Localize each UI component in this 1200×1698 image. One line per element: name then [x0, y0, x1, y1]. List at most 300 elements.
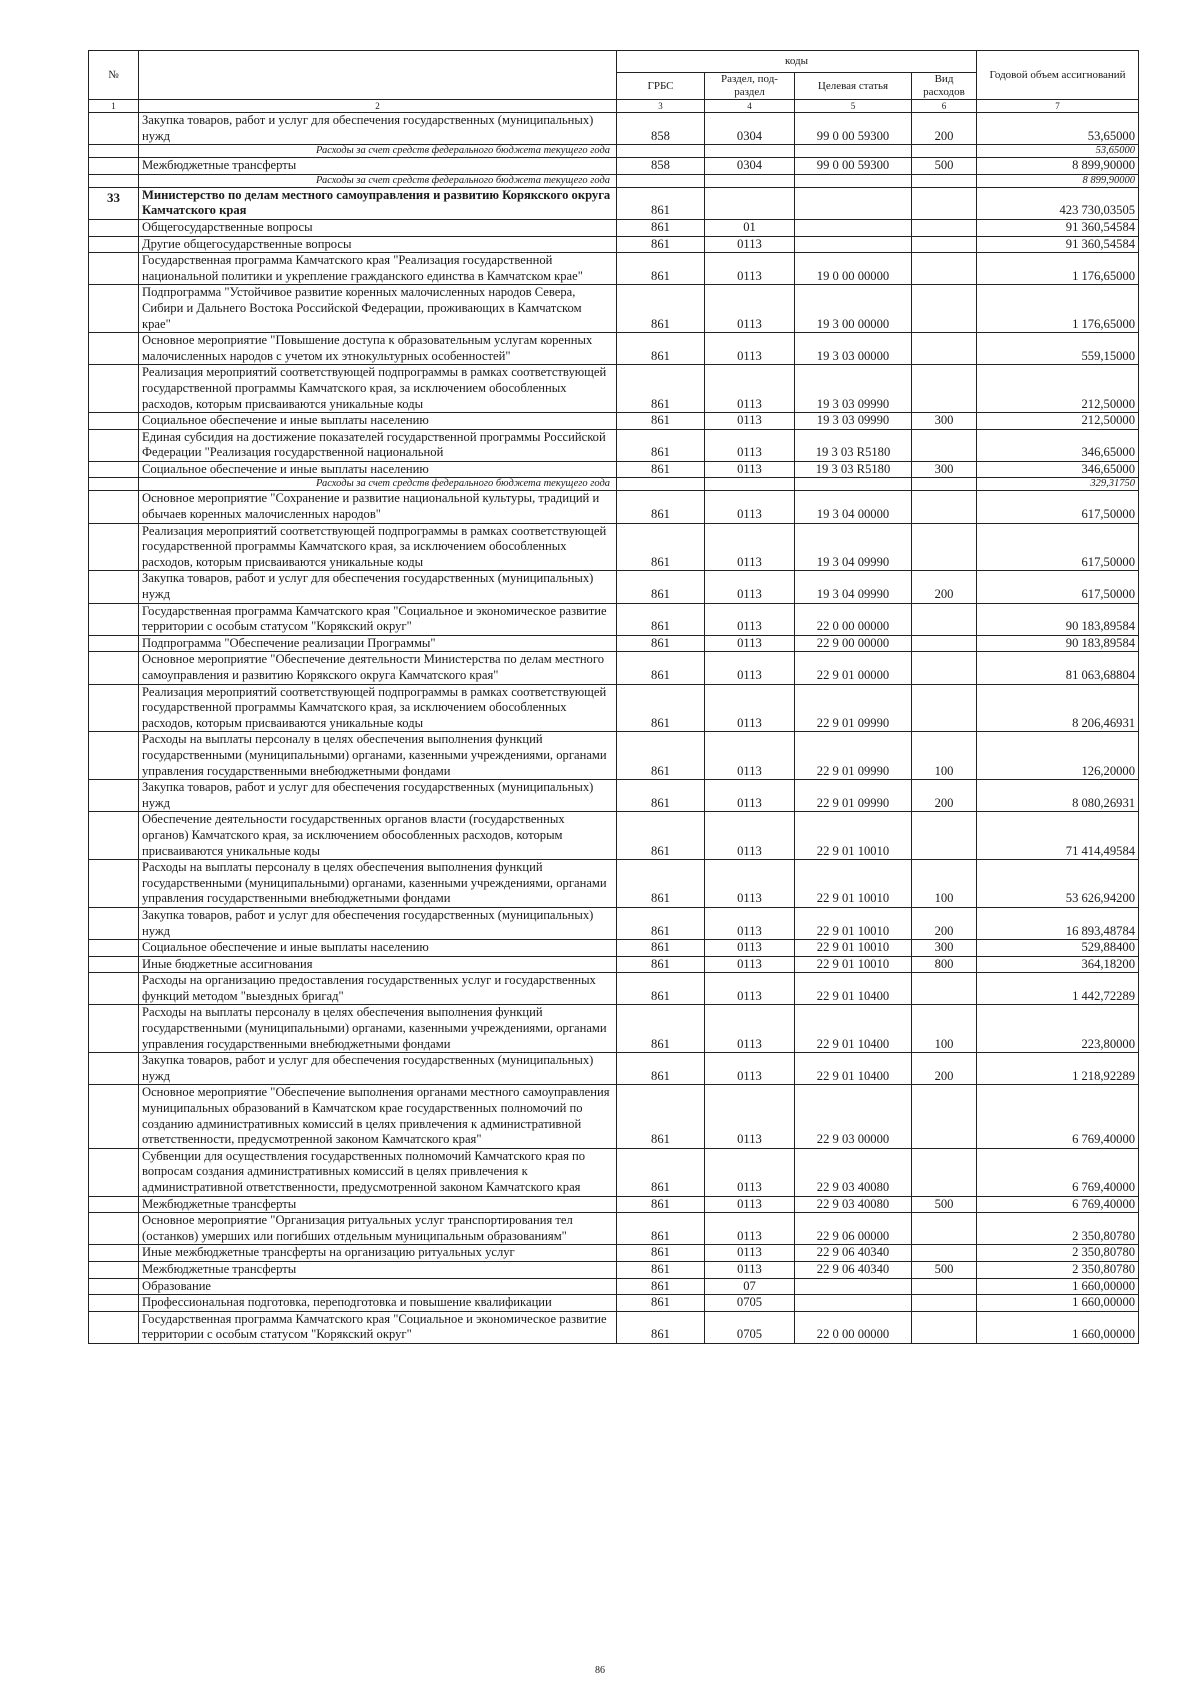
table-row: [89, 1295, 1139, 1312]
cell-target-article: [795, 174, 912, 187]
cell-grbs: 861: [617, 429, 705, 461]
cell-sum: 559,15000: [977, 333, 1139, 365]
cell-sum: 81 063,68804: [977, 652, 1139, 684]
cell-number: [89, 461, 139, 478]
cell-sum: 617,50000: [977, 523, 1139, 571]
cell-name: Государственная программа Камчатского края "Социальное и экономическое развитие территории с особым статусом "Корякский округ": [139, 603, 617, 635]
table-row: [89, 429, 1139, 461]
cell-expense-kind: 800: [912, 956, 977, 973]
cell-sum: 529,88400: [977, 940, 1139, 957]
cell-target-article: 22 0 00 00000: [795, 1311, 912, 1343]
cell-expense-kind: 500: [912, 1196, 977, 1213]
cell-number: [89, 1085, 139, 1148]
cell-grbs: 861: [617, 219, 705, 236]
table-row: [89, 523, 1139, 571]
cell-section: 0113: [705, 333, 795, 365]
cell-target-article: 99 0 00 59300: [795, 113, 912, 145]
cell-target-article: 19 3 03 09990: [795, 365, 912, 413]
cell-expense-kind: 100: [912, 1005, 977, 1053]
cell-expense-kind: [912, 1311, 977, 1343]
cell-section: 0113: [705, 1005, 795, 1053]
cell-sum: 1 176,65000: [977, 253, 1139, 285]
cell-name: Другие общегосударственные вопросы: [139, 236, 617, 253]
cell-name: Подпрограмма "Устойчивое развитие коренных малочисленных народов Севера, Сибири и Дальнего Востока Российской Федерации, проживающих в Камчатском крае": [139, 285, 617, 333]
cell-sum: 53,65000: [977, 145, 1139, 158]
cell-section: 0113: [705, 684, 795, 732]
cell-target-article: 22 9 01 10010: [795, 812, 912, 860]
cell-target-article: [795, 187, 912, 219]
header-target-article: Целевая статья: [795, 73, 912, 100]
cell-grbs: 861: [617, 523, 705, 571]
cell-number: [89, 1213, 139, 1245]
cell-section: 0113: [705, 1148, 795, 1196]
table-row: [89, 635, 1139, 652]
header-index: 5: [795, 100, 912, 113]
cell-grbs: [617, 174, 705, 187]
cell-expense-kind: [912, 973, 977, 1005]
cell-section: [705, 145, 795, 158]
header-index: 2: [139, 100, 617, 113]
cell-sum: 71 414,49584: [977, 812, 1139, 860]
cell-section: [705, 187, 795, 219]
cell-name: Расходы на организацию предоставления государственных услуг и государственных функций методом "выездных бригад": [139, 973, 617, 1005]
cell-target-article: 22 9 01 09990: [795, 732, 912, 780]
cell-number: [89, 603, 139, 635]
cell-expense-kind: [912, 365, 977, 413]
table-row: [89, 113, 1139, 145]
cell-grbs: 861: [617, 236, 705, 253]
table-body: [89, 113, 1139, 1344]
cell-name: Социальное обеспечение и иные выплаты населению: [139, 940, 617, 957]
federal-budget-row: [89, 478, 1139, 491]
cell-grbs: [617, 478, 705, 491]
cell-sum: 212,50000: [977, 413, 1139, 430]
table-row: [89, 1053, 1139, 1085]
cell-expense-kind: [912, 652, 977, 684]
cell-grbs: 861: [617, 1085, 705, 1148]
cell-name: Обеспечение деятельности государственных органов власти (государственных органов) Камчатского края, за исключением обособленных расходов, которым присваиваются уникальные коды: [139, 812, 617, 860]
table-row: [89, 158, 1139, 175]
header-name: [139, 51, 617, 100]
cell-target-article: 19 3 04 00000: [795, 491, 912, 523]
cell-name: Основное мероприятие "Обеспечение деятельности Министерства по делам местного самоуправления и развитию Корякского округа Камчатского края": [139, 652, 617, 684]
table-row: [89, 1085, 1139, 1148]
cell-grbs: 861: [617, 413, 705, 430]
cell-expense-kind: [912, 1213, 977, 1245]
cell-target-article: [795, 236, 912, 253]
cell-number: [89, 236, 139, 253]
cell-name: Закупка товаров, работ и услуг для обеспечения государственных (муниципальных) нужд: [139, 113, 617, 145]
table-row: [89, 365, 1139, 413]
cell-expense-kind: 300: [912, 940, 977, 957]
cell-expense-kind: 200: [912, 113, 977, 145]
cell-expense-kind: [912, 174, 977, 187]
cell-expense-kind: 100: [912, 860, 977, 908]
cell-expense-kind: 200: [912, 907, 977, 939]
cell-name: Межбюджетные трансферты: [139, 158, 617, 175]
cell-name: Расходы на выплаты персоналу в целях обеспечения выполнения функций государственными (муниципальными) органами, казенными учреждениями, органами управления государственными внебюджетными фондами: [139, 1005, 617, 1053]
cell-grbs: 861: [617, 333, 705, 365]
cell-section: 0113: [705, 1213, 795, 1245]
cell-grbs: 861: [617, 780, 705, 812]
cell-grbs: 861: [617, 812, 705, 860]
federal-budget-row: [89, 145, 1139, 158]
header-index: 1: [89, 100, 139, 113]
cell-sum: 212,50000: [977, 365, 1139, 413]
cell-target-article: 19 3 03 09990: [795, 413, 912, 430]
cell-number: [89, 684, 139, 732]
cell-number: [89, 1053, 139, 1085]
cell-sum: 53,65000: [977, 113, 1139, 145]
cell-expense-kind: [912, 523, 977, 571]
cell-grbs: 861: [617, 571, 705, 603]
cell-sum: 2 350,80780: [977, 1261, 1139, 1278]
cell-number: [89, 523, 139, 571]
cell-expense-kind: [912, 478, 977, 491]
cell-section: 0113: [705, 413, 795, 430]
cell-target-article: 22 9 01 00000: [795, 652, 912, 684]
cell-section: 0113: [705, 429, 795, 461]
cell-grbs: 861: [617, 860, 705, 908]
cell-name: Расходы на выплаты персоналу в целях обеспечения выполнения функций государственными (муниципальными) органами, казенными учреждениями, органами управления государственными внебюджетными фондами: [139, 732, 617, 780]
table-row: [89, 1278, 1139, 1295]
cell-grbs: 858: [617, 158, 705, 175]
cell-name: Основное мероприятие "Сохранение и развитие национальной культуры, традиций и обычаев коренных малочисленных народов": [139, 491, 617, 523]
cell-grbs: 861: [617, 491, 705, 523]
cell-name: Основное мероприятие "Повышение доступа к образовательным услугам коренных малочисленных народов с учетом их этнокультурных особенностей": [139, 333, 617, 365]
cell-number: 33: [89, 187, 139, 219]
cell-name: Субвенции для осуществления государственных полномочий Камчатского края по вопросам создания административных комиссий в целях привлечения к административной ответственности, предусмотренной законом Камчатского края: [139, 1148, 617, 1196]
cell-expense-kind: [912, 1278, 977, 1295]
cell-section: 0304: [705, 113, 795, 145]
cell-target-article: 22 9 01 10400: [795, 1005, 912, 1053]
cell-grbs: 861: [617, 956, 705, 973]
cell-number: [89, 145, 139, 158]
cell-expense-kind: [912, 145, 977, 158]
cell-target-article: 19 3 04 09990: [795, 571, 912, 603]
cell-section: 07: [705, 1278, 795, 1295]
cell-number: [89, 333, 139, 365]
cell-number: [89, 860, 139, 908]
cell-target-article: 19 3 00 00000: [795, 285, 912, 333]
cell-target-article: 99 0 00 59300: [795, 158, 912, 175]
table-row: [89, 652, 1139, 684]
cell-target-article: 22 9 01 10400: [795, 973, 912, 1005]
cell-expense-kind: [912, 285, 977, 333]
table-row: [89, 219, 1139, 236]
cell-number: [89, 1261, 139, 1278]
cell-grbs: 861: [617, 253, 705, 285]
cell-sum: 6 769,40000: [977, 1196, 1139, 1213]
table-row: [89, 236, 1139, 253]
cell-section: 0113: [705, 236, 795, 253]
cell-sum: 1 660,00000: [977, 1311, 1139, 1343]
cell-name: Основное мероприятие "Обеспечение выполнения органами местного самоуправления муниципальных образований в Камчатском крае государственных полномочий по созданию административных комиссий в целях привлечения к административной ответственности, предусмотренной законом Камчатского края": [139, 1085, 617, 1148]
cell-number: [89, 780, 139, 812]
cell-name: Государственная программа Камчатского края "Реализация государственной национальной политики и укрепление гражданского единства в Камчатском крае": [139, 253, 617, 285]
cell-grbs: 861: [617, 365, 705, 413]
cell-name: Реализация мероприятий соответствующей подпрограммы в рамках соответствующей государственной программы Камчатского края, за исключением обособленных расходов, которым присваиваются уникальные коды: [139, 523, 617, 571]
cell-sum: 329,31750: [977, 478, 1139, 491]
cell-number: [89, 113, 139, 145]
cell-grbs: 861: [617, 187, 705, 219]
cell-sum: 90 183,89584: [977, 603, 1139, 635]
cell-name: Закупка товаров, работ и услуг для обеспечения государственных (муниципальных) нужд: [139, 571, 617, 603]
cell-sum: 1 442,72289: [977, 973, 1139, 1005]
cell-number: [89, 652, 139, 684]
cell-section: 0113: [705, 1245, 795, 1262]
header-index: 4: [705, 100, 795, 113]
header-expense-kind: Вид расходов: [912, 73, 977, 100]
cell-sum: 6 769,40000: [977, 1148, 1139, 1196]
cell-name: Реализация мероприятий соответствующей подпрограммы в рамках соответствующей государственной программы Камчатского края, за исключением обособленных расходов, которым присваиваются уникальные коды: [139, 365, 617, 413]
cell-grbs: [617, 145, 705, 158]
cell-expense-kind: [912, 1245, 977, 1262]
cell-expense-kind: 300: [912, 413, 977, 430]
table-row: [89, 285, 1139, 333]
cell-section: 0113: [705, 461, 795, 478]
cell-expense-kind: [912, 429, 977, 461]
cell-number: [89, 812, 139, 860]
cell-sum: 1 176,65000: [977, 285, 1139, 333]
table-row: [89, 1005, 1139, 1053]
cell-target-article: 22 9 00 00000: [795, 635, 912, 652]
table-row: [89, 732, 1139, 780]
federal-budget-row: [89, 174, 1139, 187]
cell-sum: 364,18200: [977, 956, 1139, 973]
header-section: Раздел, под-раздел: [705, 73, 795, 100]
cell-name: Образование: [139, 1278, 617, 1295]
header-number: №: [89, 51, 139, 100]
header-index: 3: [617, 100, 705, 113]
cell-expense-kind: 500: [912, 158, 977, 175]
cell-number: [89, 940, 139, 957]
cell-section: 0113: [705, 285, 795, 333]
cell-sum: 126,20000: [977, 732, 1139, 780]
table-row: [89, 571, 1139, 603]
cell-sum: 16 893,48784: [977, 907, 1139, 939]
cell-number: [89, 956, 139, 973]
cell-target-article: 22 9 06 40340: [795, 1245, 912, 1262]
cell-target-article: 22 9 01 10010: [795, 940, 912, 957]
table-row: [89, 780, 1139, 812]
cell-name: Закупка товаров, работ и услуг для обеспечения государственных (муниципальных) нужд: [139, 1053, 617, 1085]
cell-number: [89, 907, 139, 939]
cell-section: 0113: [705, 635, 795, 652]
cell-name: Закупка товаров, работ и услуг для обеспечения государственных (муниципальных) нужд: [139, 907, 617, 939]
cell-grbs: 861: [617, 603, 705, 635]
cell-grbs: 858: [617, 113, 705, 145]
table-header: [89, 51, 1139, 113]
cell-name: Министерство по делам местного самоуправления и развитию Корякского округа Камчатского края: [139, 187, 617, 219]
cell-grbs: 861: [617, 732, 705, 780]
cell-grbs: 861: [617, 285, 705, 333]
cell-name: Социальное обеспечение и иные выплаты населению: [139, 461, 617, 478]
table-row: [89, 461, 1139, 478]
cell-expense-kind: 300: [912, 461, 977, 478]
cell-number: [89, 635, 139, 652]
cell-expense-kind: [912, 1295, 977, 1312]
cell-target-article: 22 9 01 09990: [795, 780, 912, 812]
cell-number: [89, 1005, 139, 1053]
cell-target-article: 19 3 03 R5180: [795, 461, 912, 478]
cell-expense-kind: [912, 219, 977, 236]
cell-section: 01: [705, 219, 795, 236]
cell-name: Профессиональная подготовка, переподготовка и повышение квалификации: [139, 1295, 617, 1312]
cell-sum: 617,50000: [977, 571, 1139, 603]
cell-target-article: [795, 145, 912, 158]
cell-grbs: 861: [617, 1196, 705, 1213]
cell-target-article: [795, 478, 912, 491]
cell-section: 0705: [705, 1311, 795, 1343]
table-row: [89, 187, 1139, 219]
cell-target-article: 22 9 01 09990: [795, 684, 912, 732]
cell-section: 0113: [705, 732, 795, 780]
table-row: [89, 812, 1139, 860]
cell-number: [89, 1311, 139, 1343]
cell-section: 0113: [705, 860, 795, 908]
cell-sum: 8 080,26931: [977, 780, 1139, 812]
cell-number: [89, 491, 139, 523]
cell-target-article: [795, 219, 912, 236]
cell-grbs: 861: [617, 907, 705, 939]
cell-target-article: 22 9 06 40340: [795, 1261, 912, 1278]
cell-target-article: 22 9 03 00000: [795, 1085, 912, 1148]
cell-number: [89, 174, 139, 187]
cell-grbs: 861: [617, 1295, 705, 1312]
cell-grbs: 861: [617, 1213, 705, 1245]
table-row: [89, 684, 1139, 732]
cell-expense-kind: 100: [912, 732, 977, 780]
cell-section: [705, 478, 795, 491]
cell-section: 0113: [705, 812, 795, 860]
cell-sum: 53 626,94200: [977, 860, 1139, 908]
cell-name: Закупка товаров, работ и услуг для обеспечения государственных (муниципальных) нужд: [139, 780, 617, 812]
cell-expense-kind: [912, 236, 977, 253]
cell-section: 0113: [705, 780, 795, 812]
cell-sum: 1 660,00000: [977, 1278, 1139, 1295]
cell-grbs: 861: [617, 1278, 705, 1295]
budget-table: [88, 50, 1139, 1344]
cell-grbs: 861: [617, 973, 705, 1005]
cell-sum: 617,50000: [977, 491, 1139, 523]
cell-sum: 1 218,92289: [977, 1053, 1139, 1085]
cell-target-article: [795, 1278, 912, 1295]
cell-number: [89, 253, 139, 285]
cell-grbs: 861: [617, 1245, 705, 1262]
cell-expense-kind: 200: [912, 780, 977, 812]
table-row: [89, 973, 1139, 1005]
cell-sum: 223,80000: [977, 1005, 1139, 1053]
cell-sum: 91 360,54584: [977, 236, 1139, 253]
cell-grbs: 861: [617, 1311, 705, 1343]
cell-name: Межбюджетные трансферты: [139, 1261, 617, 1278]
cell-sum: 2 350,80780: [977, 1245, 1139, 1262]
cell-target-article: 22 9 01 10010: [795, 907, 912, 939]
cell-expense-kind: [912, 333, 977, 365]
cell-section: 0304: [705, 158, 795, 175]
cell-section: 0113: [705, 1261, 795, 1278]
cell-section: 0113: [705, 603, 795, 635]
cell-target-article: [795, 1295, 912, 1312]
cell-section: 0113: [705, 1196, 795, 1213]
cell-section: 0113: [705, 571, 795, 603]
table-row: [89, 491, 1139, 523]
cell-sum: 8 206,46931: [977, 684, 1139, 732]
cell-number: [89, 158, 139, 175]
cell-number: [89, 732, 139, 780]
cell-section: 0113: [705, 652, 795, 684]
cell-sum: 423 730,03505: [977, 187, 1139, 219]
table-row: [89, 1196, 1139, 1213]
cell-sum: 6 769,40000: [977, 1085, 1139, 1148]
cell-expense-kind: [912, 1148, 977, 1196]
cell-sum: 1 660,00000: [977, 1295, 1139, 1312]
cell-section: 0113: [705, 907, 795, 939]
cell-expense-kind: [912, 253, 977, 285]
cell-expense-kind: 200: [912, 571, 977, 603]
header-grbs: ГРБС: [617, 73, 705, 100]
cell-section: 0113: [705, 365, 795, 413]
cell-name: Иные бюджетные ассигнования: [139, 956, 617, 973]
cell-section: 0113: [705, 1053, 795, 1085]
cell-name: Основное мероприятие "Организация ритуальных услуг транспортирования тел (останков) умерших или погибших отдельным муниципальным образованиям": [139, 1213, 617, 1245]
cell-section: 0705: [705, 1295, 795, 1312]
cell-target-article: 19 0 00 00000: [795, 253, 912, 285]
cell-target-article: 22 9 01 10010: [795, 860, 912, 908]
cell-section: 0113: [705, 253, 795, 285]
table-row: [89, 1261, 1139, 1278]
cell-sum: 8 899,90000: [977, 158, 1139, 175]
cell-expense-kind: [912, 187, 977, 219]
cell-grbs: 861: [617, 652, 705, 684]
cell-grbs: 861: [617, 1261, 705, 1278]
cell-number: [89, 285, 139, 333]
cell-number: [89, 1148, 139, 1196]
cell-number: [89, 973, 139, 1005]
cell-target-article: 22 9 03 40080: [795, 1148, 912, 1196]
header-codes: коды: [617, 51, 977, 73]
cell-target-article: 19 3 03 00000: [795, 333, 912, 365]
cell-sum: 91 360,54584: [977, 219, 1139, 236]
cell-target-article: 22 9 01 10010: [795, 956, 912, 973]
header-index: 6: [912, 100, 977, 113]
cell-name: Иные межбюджетные трансферты на организацию ритуальных услуг: [139, 1245, 617, 1262]
table-row: [89, 1245, 1139, 1262]
cell-target-article: 22 9 06 00000: [795, 1213, 912, 1245]
cell-expense-kind: 500: [912, 1261, 977, 1278]
cell-section: 0113: [705, 956, 795, 973]
budget-sheet: [88, 50, 1138, 1344]
cell-name: Расходы за счет средств федерального бюджета текущего года: [139, 174, 617, 187]
cell-expense-kind: [912, 491, 977, 523]
cell-section: 0113: [705, 523, 795, 571]
cell-target-article: 22 0 00 00000: [795, 603, 912, 635]
cell-grbs: 861: [617, 1005, 705, 1053]
cell-grbs: 861: [617, 635, 705, 652]
cell-number: [89, 1278, 139, 1295]
cell-name: Расходы за счет средств федерального бюджета текущего года: [139, 478, 617, 491]
table-row: [89, 907, 1139, 939]
cell-number: [89, 219, 139, 236]
cell-section: 0113: [705, 491, 795, 523]
table-row: [89, 1148, 1139, 1196]
page-number: 86: [595, 1665, 605, 1676]
cell-name: Подпрограмма "Обеспечение реализации Программы": [139, 635, 617, 652]
header-index: 7: [977, 100, 1139, 113]
cell-number: [89, 429, 139, 461]
cell-name: Государственная программа Камчатского края "Социальное и экономическое развитие территории с особым статусом "Корякский округ": [139, 1311, 617, 1343]
